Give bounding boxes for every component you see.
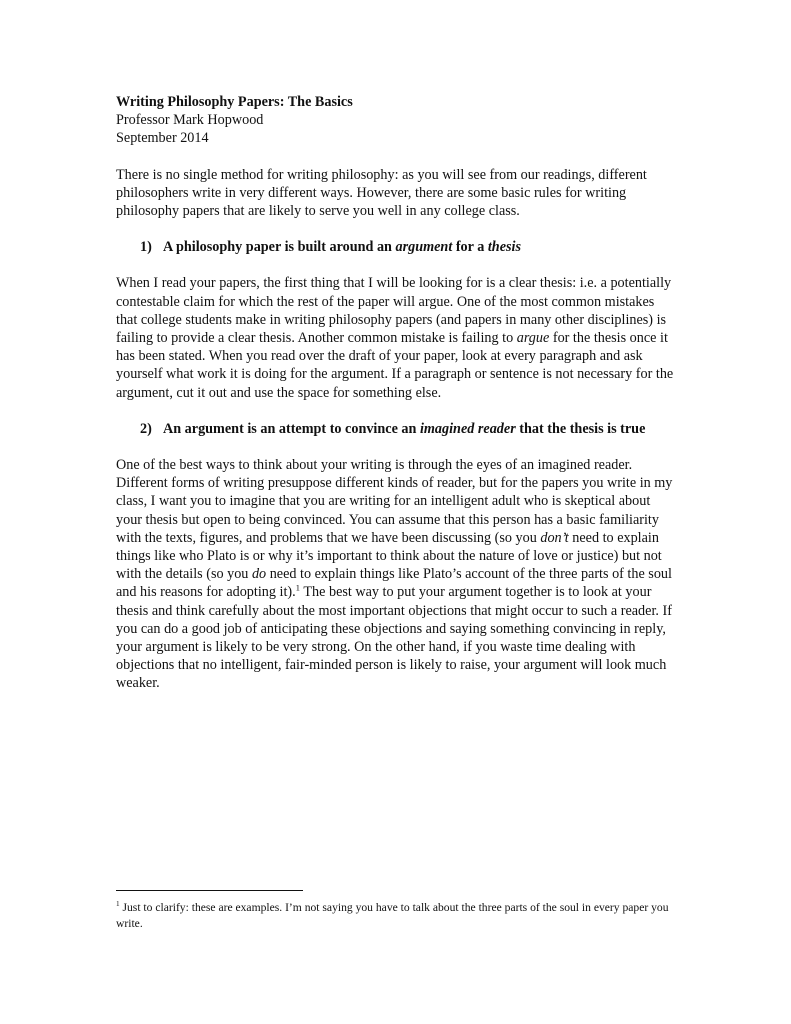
section-1-heading-part-a: A philosophy paper is built around an (163, 239, 396, 256)
section-2-body-part-c: need to explain things like who Plato is or why it’s important to think about the nature of love or justice) but not with the details (so you (116, 529, 662, 583)
section-2-paragraph (116, 456, 676, 693)
section-1-body-part-c: for the thesis once it has been stated. When you read over the draft of your paper, look at every paragraph and ask yourself what work it is doing for the argument. If a paragraph or sentence is not necessary for the argument, cut it out and use the space for something else. (116, 330, 674, 401)
footnote-separator (116, 890, 303, 891)
section-2-heading-part-a: An argument is an attempt to convince an (163, 420, 420, 437)
section-1-heading (140, 238, 676, 256)
footnote-reference[interactable]: 1 (295, 582, 301, 593)
section-1-paragraph (116, 274, 676, 401)
document-author: Professor Mark Hopwood (116, 112, 264, 129)
section-1-body-emphasis-argue: argue (516, 330, 550, 347)
section-1-body-part-a: When I read your papers, the first thing that I will be looking for is a clear thesis: i.e. a potentially contestable claim for which the rest of the paper will argue. One of the most common mistakes that college students make in writing philosophy papers (and papers in many other disciplines) is failing to provide a clear thesis. Another common mistake is failing to (116, 275, 672, 347)
section-2-body-emphasis-dont: don’t (540, 529, 569, 546)
section-1-number: 1) (140, 239, 152, 256)
section-1-heading-text (163, 238, 676, 256)
document-header (116, 93, 676, 148)
document-date: September 2014 (116, 130, 209, 147)
section-2-heading-part-c: that the thesis is true (515, 420, 646, 437)
section-1-heading-part-c: for a (452, 239, 488, 256)
section-2-heading-text (163, 420, 676, 438)
section-2-body-emphasis-do: do (251, 566, 267, 583)
document-title: Writing Philosophy Papers: The Basics (116, 94, 353, 110)
intro-paragraph: There is no single method for writing philosophy: as you will see from our readings, different philosophers write in very different ways. However, there are some basic rules for writing philosophy papers that are likely to serve you well in any college class. (116, 166, 647, 220)
footnote (116, 900, 676, 931)
section-2-body-part-f: The best way to put your argument together is to look at your thesis and think carefully about the most important objections that might occur to such a reader. If you can do a good job of anticipating these objections and saying something convincing in reply, your argument is likely to be very strong. On the other hand, if you waste time dealing with objections that no intelligent, fair-minded person is likely to raise, your argument will look much weaker. (116, 584, 672, 692)
section-1-heading-emphasis-thesis: thesis (487, 239, 521, 256)
footnote-text: Just to clarify: these are examples. I’m not saying you have to talk about the three parts of the soul in every paper you write. (116, 901, 669, 930)
document-page (116, 93, 676, 693)
section-2-number: 2) (140, 420, 152, 437)
section-2-body-part-e: need to explain things like Plato’s account of the three parts of the soul and his reasons for adopting it). (116, 566, 672, 601)
footnote-marker: 1 (116, 900, 120, 909)
section-2-body-part-a: One of the best ways to think about your writing is through the eyes of an imagined reader. Different forms of writing presuppose different kinds of reader, but for the papers you write in my class, I want you to imagine that you are writing for an intelligent adult who is skeptical about your thesis but open to being convinced. You can assume that this person has a basic familiarity with the texts, figures, and problems that we have been discussing (so you (116, 457, 673, 546)
section-2-heading (140, 420, 676, 438)
section-1-heading-emphasis-argument: argument (395, 239, 453, 256)
section-2-heading-emphasis-imagined-reader: imagined reader (419, 420, 516, 437)
